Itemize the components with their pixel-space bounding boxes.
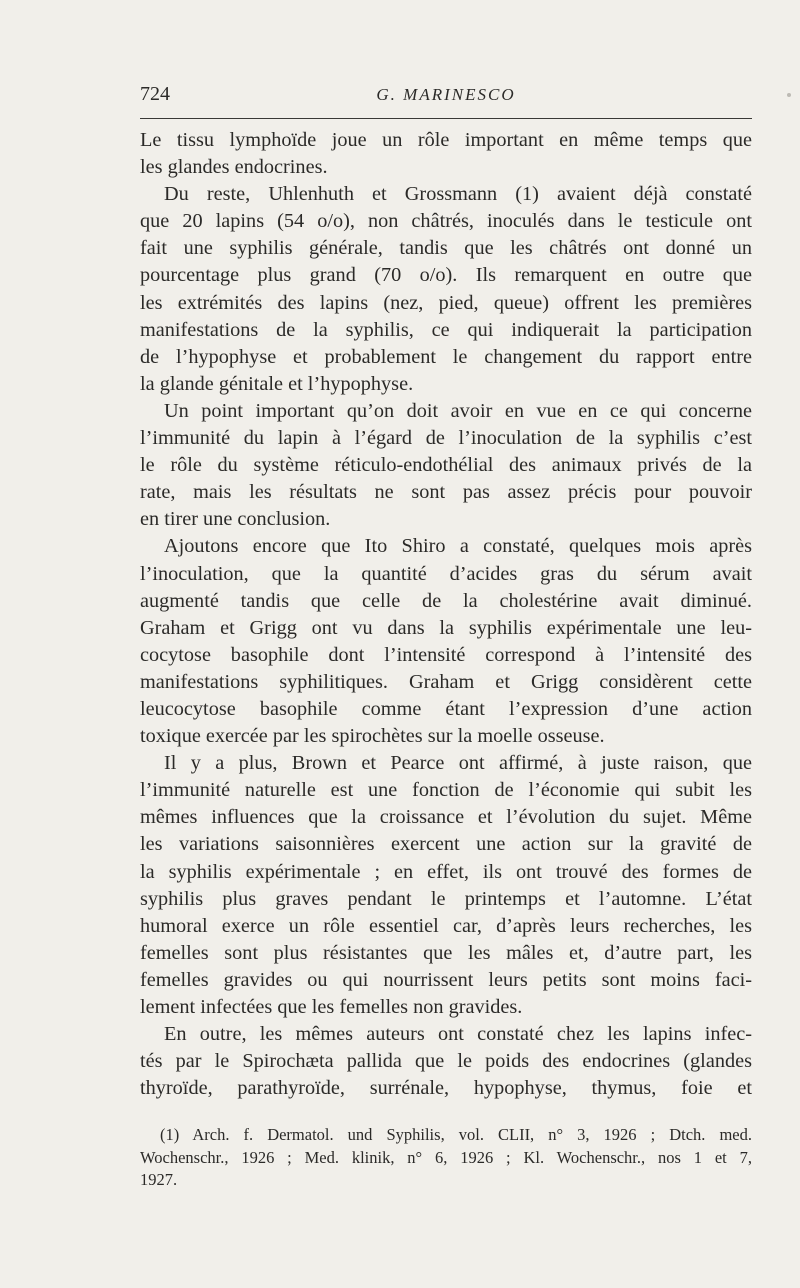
text-line: augmenté tandis que celle de la cholestérine avait diminué. bbox=[140, 589, 752, 612]
text-line: En outre, les mêmes auteurs ont constaté chez les lapins infec- bbox=[164, 1023, 752, 1046]
text-line: les variations saisonnières exercent une action sur la gravité de bbox=[140, 833, 752, 856]
text-line: rate, mais les résultats ne sont pas assez précis pour pouvoir bbox=[140, 481, 752, 504]
text-line: en tirer une conclusion. bbox=[140, 508, 331, 531]
text-line: tés par le Spirochæta pallida que le poids des endocrines (glandes bbox=[140, 1050, 752, 1073]
text-line: le rôle du système réticulo-endothélial des animaux privés de la bbox=[140, 454, 752, 477]
text-line: Un point important qu’on doit avoir en vue en ce qui concerne bbox=[164, 399, 752, 422]
text-line: les glandes endocrines. bbox=[140, 156, 328, 179]
footnote-line: Wochenschr., 1926 ; Med. klinik, n° 6, 1926 ; Kl. Wochenschr., nos 1 et 7, bbox=[140, 1147, 752, 1167]
text-line: l’inoculation, que la quantité d’acides gras du sérum avait bbox=[140, 562, 752, 585]
text-line: Ajoutons encore que Ito Shiro a constaté, quelques mois après bbox=[164, 535, 752, 558]
text-line: mêmes influences que la croissance et l’évolution du sujet. Même bbox=[140, 806, 752, 829]
text-line: Du reste, Uhlenhuth et Grossmann (1) avaient déjà constaté bbox=[164, 183, 752, 206]
footnote-line: (1) Arch. f. Dermatol. und Syphilis, vol. CLII, n° 3, 1926 ; Dtch. med. bbox=[160, 1125, 752, 1144]
body-text bbox=[140, 127, 752, 1102]
text-line: Il y a plus, Brown et Pearce ont affirmé, à juste raison, que bbox=[164, 752, 752, 775]
text-line: pourcentage plus grand (70 o/o). Ils remarquent en outre que bbox=[140, 264, 752, 287]
text-line: l’immunité du lapin à l’égard de l’inoculation de la syphilis c’est bbox=[140, 427, 752, 450]
scan-speck bbox=[787, 93, 791, 97]
text-line: de l’hypophyse et probablement le changement du rapport entre bbox=[140, 345, 752, 368]
text-line: syphilis plus graves pendant le printemps et l’automne. L’état bbox=[140, 887, 752, 910]
text-line: toxique exercée par les spirochètes sur la moelle osseuse. bbox=[140, 725, 605, 748]
page-number: 724 bbox=[140, 83, 170, 105]
footnote-line: 1927. bbox=[140, 1170, 178, 1189]
text-line: femelles gravides ou qui nourrissent leurs petits sont moins faci- bbox=[140, 968, 752, 991]
text-line: cocytose basophile dont l’intensité correspond à l’intensité des bbox=[140, 643, 752, 666]
text-line: la syphilis expérimentale ; en effet, ils ont trouvé des formes de bbox=[140, 860, 752, 883]
text-line: fait une syphilis générale, tandis que les châtrés ont donné un bbox=[140, 237, 752, 260]
text-line: humoral exerce un rôle essentiel car, d’après leurs recherches, les bbox=[140, 914, 752, 937]
text-line: la glande génitale et l’hypophyse. bbox=[140, 372, 414, 395]
text-line: femelles sont plus résistantes que les mâles et, d’autre part, les bbox=[140, 941, 752, 964]
text-line: Le tissu lymphoïde joue un rôle important en même temps que bbox=[140, 129, 752, 151]
running-head-author: G. MARINESCO bbox=[376, 85, 516, 104]
page-header bbox=[140, 83, 752, 113]
text-line: Graham et Grigg ont vu dans la syphilis expérimentale une leu- bbox=[140, 616, 752, 639]
text-line: leucocytose basophile comme étant l’expression d’une action bbox=[140, 697, 752, 720]
text-line: l’immunité naturelle est une fonction de l’économie qui subit les bbox=[140, 779, 752, 802]
text-line: manifestations syphilitiques. Graham et Grigg considèrent cette bbox=[140, 670, 752, 693]
footnote bbox=[140, 1124, 752, 1192]
text-line: manifestations de la syphilis, ce qui indiquerait la participation bbox=[140, 318, 752, 341]
text-line: les extrémités des lapins (nez, pied, queue) offrent les premières bbox=[140, 291, 752, 314]
text-line: lement infectées que les femelles non gravides. bbox=[140, 996, 523, 1018]
text-line: thyroïde, parathyroïde, surrénale, hypophyse, thymus, foie et bbox=[140, 1077, 752, 1100]
header-rule bbox=[140, 118, 752, 119]
text-line: que 20 lapins (54 o/o), non châtrés, inoculés dans le testicule ont bbox=[140, 210, 752, 233]
